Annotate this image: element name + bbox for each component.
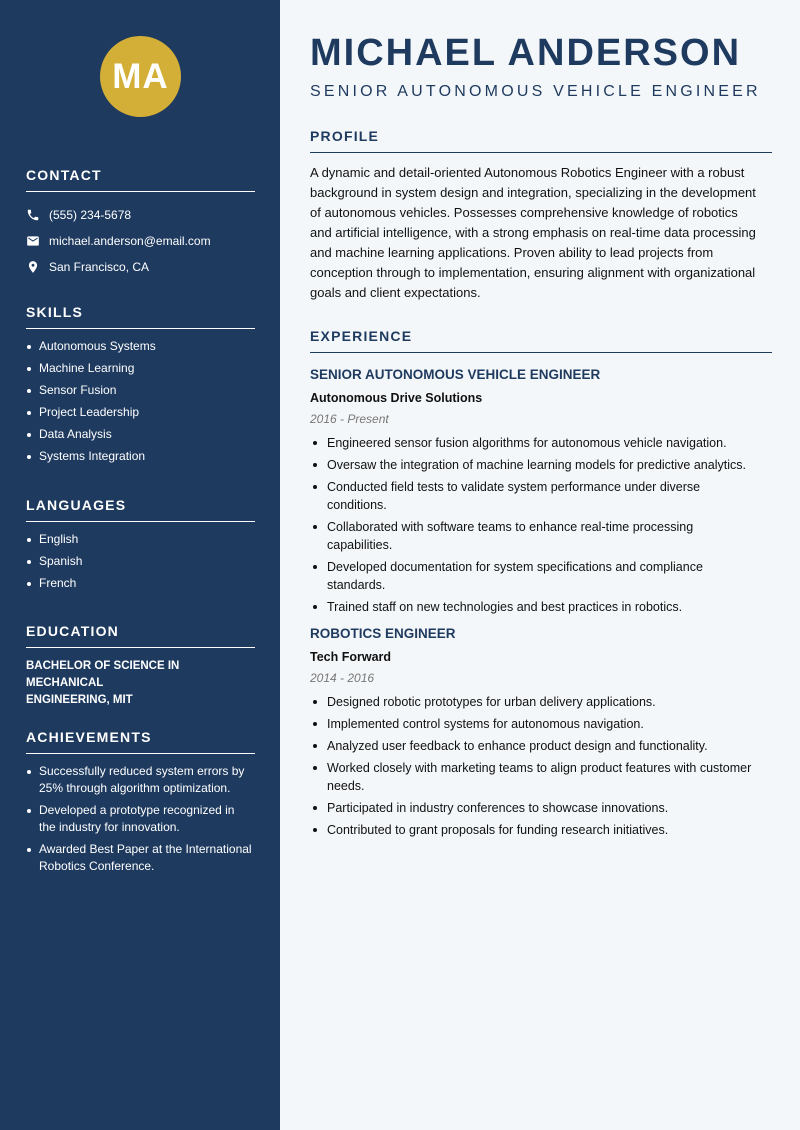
contact-heading: CONTACT [26,166,255,192]
profile-line: background in system design and integration, specializing in the development [310,185,756,200]
bullet-line: Trained staff on new technologies and best practices in robotics. [327,600,683,614]
job-title-headline: SENIOR AUTONOMOUS VEHICLE ENGINEER [310,83,761,100]
skills-section [26,303,255,470]
skill-item: Autonomous Systems [26,338,255,355]
job-entry [310,367,772,616]
profile-line: and machine learning applications. Proven ability to lead projects from [310,245,714,260]
email-icon [26,234,40,248]
job-bullet [310,518,772,554]
job-bullet [310,478,772,514]
skills-heading: SKILLS [26,303,255,329]
job-entry [310,626,772,839]
job-bullet [310,821,772,839]
achievements-heading: ACHIEVEMENTS [26,728,255,754]
bullet-line: Conducted field tests to validate system performance under diverse [327,480,701,494]
achievement-line: 25% through algorithm optimization. [39,781,231,795]
bullet-line: Analyzed user feedback to enhance product design and functionality. [327,739,708,753]
bullet-line: Participated in industry conferences to showcase innovations. [327,801,669,815]
job-bullet [310,456,772,474]
bullet-line: Designed robotic prototypes for urban delivery applications. [327,695,656,709]
job-bullet [310,715,772,733]
contact-email[interactable] [26,228,255,254]
contact-location [26,254,255,280]
achievement-line: Developed a prototype recognized in [39,803,235,817]
profile-section [310,127,772,303]
achievement-line: the industry for innovation. [39,820,180,834]
achievement-item [26,802,255,836]
job-bullet [310,799,772,817]
bullet-line: Worked closely with marketing teams to align product features with customer [327,761,752,775]
achievement-line: Awarded Best Paper at the International [39,842,252,856]
education-degree [26,658,255,709]
experience-heading: EXPERIENCE [310,327,772,353]
location-pin-icon [26,260,40,274]
language-item: Spanish [26,553,255,570]
profile-line: of autonomous vehicles. Possesses comprehensive knowledge of robotics [310,205,738,220]
phone-icon [26,208,40,222]
bullet-line: Contributed to grant proposals for funding research initiatives. [327,823,669,837]
bullet-line: capabilities. [327,538,393,552]
job-bullet [310,434,772,452]
profile-line: conception through to implementation, ensuring alignment with organizational [310,265,756,280]
avatar: MA [100,36,181,117]
contact-phone[interactable] [26,202,255,228]
contact-section [26,166,255,280]
skill-item: Systems Integration [26,448,255,465]
candidate-name: MICHAEL ANDERSON [310,32,742,74]
job-bullet [310,693,772,711]
education-line: ENGINEERING, MIT [26,694,133,706]
skill-item: Machine Learning [26,360,255,377]
job-bullet [310,598,772,616]
job-title: ROBOTICS ENGINEER [310,626,456,641]
job-dates: 2014 - 2016 [310,671,375,685]
job-dates: 2016 - Present [310,412,389,426]
achievement-item [26,763,255,797]
profile-heading: PROFILE [310,127,772,153]
profile-summary [310,163,772,303]
job-bullet [310,759,772,795]
education-section [26,622,255,709]
bullet-line: needs. [327,779,365,793]
skill-item: Sensor Fusion [26,382,255,399]
profile-line: A dynamic and detail-oriented Autonomous Robotics Engineer with a robust [310,165,745,180]
company-name: Autonomous Drive Solutions [310,391,483,405]
job-title: SENIOR AUTONOMOUS VEHICLE ENGINEER [310,367,601,382]
language-item: French [26,575,255,592]
achievement-line: Robotics Conference. [39,859,155,873]
bullet-line: Engineered sensor fusion algorithms for autonomous vehicle navigation. [327,436,727,450]
experience-section [310,327,772,843]
job-bullet [310,558,772,594]
education-line: BACHELOR OF SCIENCE IN MECHANICAL [26,660,180,689]
bullet-line: Collaborated with software teams to enhance real-time processing [327,520,694,534]
languages-heading: LANGUAGES [26,496,255,522]
company-name: Tech Forward [310,650,392,664]
contact-phone-text: (555) 234-5678 [49,208,132,222]
achievement-item [26,841,255,875]
contact-location-text: San Francisco, CA [49,260,150,274]
skill-item: Project Leadership [26,404,255,421]
skill-item: Data Analysis [26,426,255,443]
languages-section [26,496,255,597]
profile-line: and artificial intelligence, with a strong emphasis on real-time data processing [310,225,756,240]
contact-email-text: michael.anderson@email.com [49,234,211,248]
education-heading: EDUCATION [26,622,255,648]
profile-line: goals and client expectations. [310,285,481,300]
bullet-line: Oversaw the integration of machine learning models for predictive analytics. [327,458,746,472]
bullet-line: standards. [327,578,386,592]
achievements-section [26,728,255,880]
language-item: English [26,531,255,548]
job-bullet [310,737,772,755]
bullet-line: Developed documentation for system specifications and compliance [327,560,703,574]
sidebar [0,0,280,1130]
achievement-line: Successfully reduced system errors by [39,764,245,778]
bullet-line: conditions. [327,498,387,512]
bullet-line: Implemented control systems for autonomous navigation. [327,717,644,731]
